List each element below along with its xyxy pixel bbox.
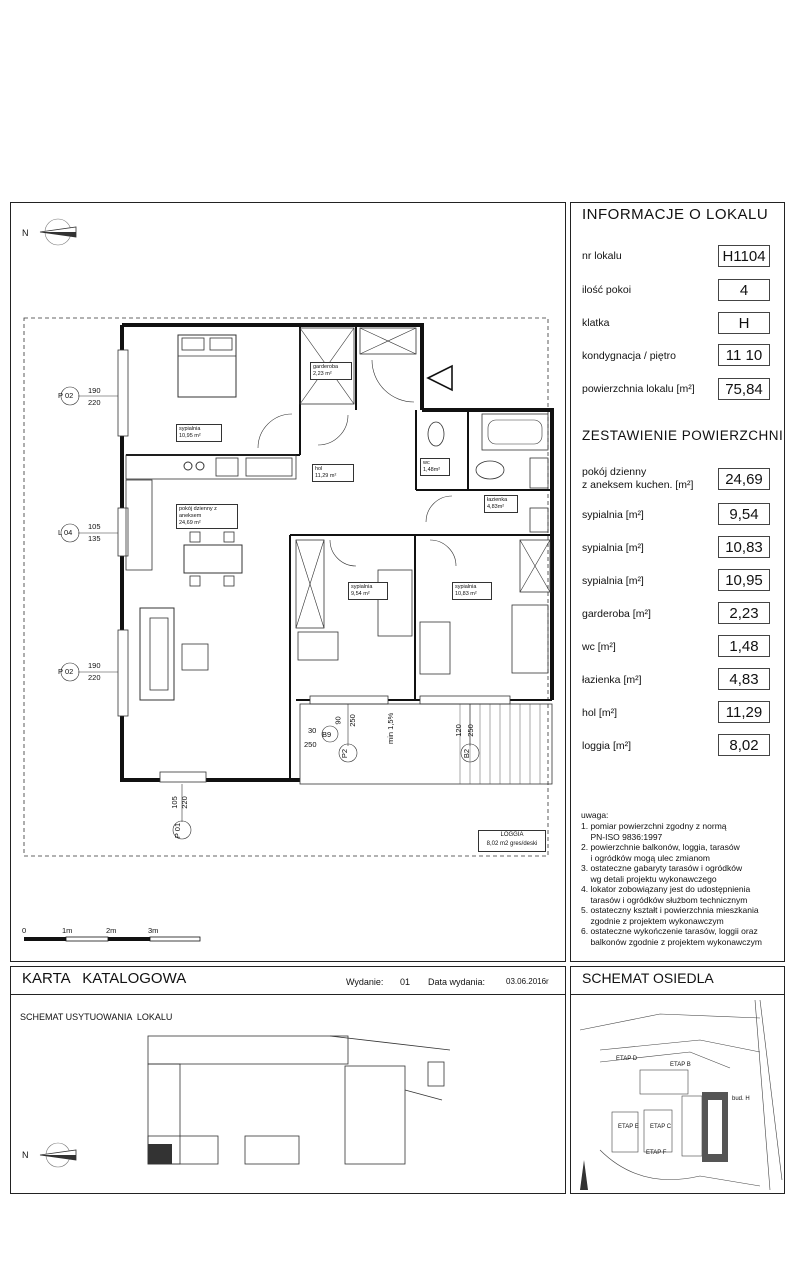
info-value-nr: H1104 — [718, 245, 770, 267]
room-area: 2,23 m² — [313, 371, 332, 377]
edition-value: 01 — [400, 977, 411, 987]
note-line: 5. ostateczny kształt i powierzchnia mieszkania — [581, 905, 759, 915]
window-tag: P 01 — [173, 822, 183, 839]
window-tag: B2 — [462, 748, 472, 759]
edition-label: Wydanie: — [346, 977, 384, 987]
window-dim: 105 — [169, 796, 179, 809]
slope-label: min 1,5% — [386, 712, 395, 744]
window-tag: L 04 — [58, 528, 73, 537]
window-dim: 190 — [88, 386, 101, 395]
window-tag: B9 — [322, 730, 332, 739]
window-dim: 220 — [88, 398, 101, 407]
room-area: 10,83 m² — [455, 591, 477, 597]
room-label — [348, 582, 388, 600]
info-value-area: 75,84 — [718, 378, 770, 400]
area-value-wc: 1,48 — [718, 635, 770, 657]
loggia-area: 8,02 m2 gres/deski — [486, 841, 538, 847]
room-name: sypialnia — [179, 426, 201, 432]
sofa-icon — [140, 608, 174, 700]
walls — [122, 325, 552, 780]
room-label — [484, 495, 518, 513]
area-label-bath: łazienka [m²] — [582, 674, 642, 686]
north-arrow-icon — [580, 1160, 588, 1190]
note-line: balkonów zgodnie z projektem wykonawczym — [581, 936, 762, 947]
scale-label: 1m — [62, 926, 73, 935]
info-value-stair: H — [718, 312, 770, 334]
room-name: garderoba — [313, 364, 339, 370]
window-tag: P 02 — [58, 667, 74, 676]
notes-title: uwaga: — [581, 810, 609, 820]
dim-250: 250 — [304, 740, 317, 749]
estate-label: ETAP B — [670, 1062, 691, 1068]
room-name: łazienka — [487, 497, 508, 503]
area-label-bed1: sypialnia [m²] — [582, 509, 644, 521]
note-line: 2. powierzchnie balkonów, loggia, tarasów — [581, 842, 740, 852]
site-schema — [148, 1036, 450, 1164]
window-dim: 135 — [88, 534, 101, 543]
room-area: 1,48m² — [423, 467, 441, 473]
info-value-rooms: 4 — [718, 279, 770, 301]
estate-label: ETAP D — [616, 1056, 638, 1062]
usage-title: SCHEMAT USYTUOWANIA LOKALU — [20, 1012, 173, 1022]
window-dim: 90 — [333, 716, 343, 725]
info-title: INFORMACJE O LOKALU — [582, 206, 769, 223]
area-value-bed1: 9,54 — [718, 503, 770, 525]
areas-title: ZESTAWIENIE POWIERZCHNI — [582, 428, 784, 443]
window-tag: P2 — [340, 748, 350, 759]
info-value-floor: 11 10 — [718, 344, 770, 366]
room-area: 4,83m² — [487, 504, 505, 510]
window-dim: 120 — [453, 724, 463, 737]
area-value-loggia: 8,02 — [718, 734, 770, 756]
room-area: 24,69 m² — [179, 520, 201, 526]
apartment-location-marker — [148, 1144, 172, 1164]
info-label-area: powierzchnia lokalu [m²] — [582, 383, 695, 395]
area-label-bed3: sypialnia [m²] — [582, 575, 644, 587]
note-line: PN-ISO 9836:1997 — [581, 831, 663, 842]
room-label — [452, 582, 492, 600]
window-dim: 220 — [179, 796, 189, 809]
loggia-label — [478, 830, 546, 852]
area-label-living: pokój dzienny z aneksem kuchen. [m²] — [582, 466, 694, 491]
info-label-stair: klatka — [582, 317, 610, 329]
room-label — [176, 504, 238, 529]
window-dim: 190 — [88, 661, 101, 670]
window-dim: 250 — [347, 714, 357, 727]
room-label — [310, 362, 352, 380]
estate-title: SCHEMAT OSIEDLA — [582, 970, 714, 986]
room-area: 9,54 m² — [351, 591, 370, 597]
estate-label: ETAP E — [618, 1124, 639, 1130]
scale-label: 0 — [22, 926, 27, 935]
area-value-bed3: 10,95 — [718, 569, 770, 591]
room-name: wc — [423, 460, 430, 466]
window-dim: 105 — [88, 522, 101, 531]
room-name: sypialnia — [351, 584, 373, 590]
area-label-wc: wc [m²] — [582, 641, 616, 653]
bed-icon — [178, 335, 236, 397]
date-value: 03.06.2016r — [506, 977, 549, 986]
room-label — [420, 458, 450, 476]
estate-schema — [580, 1000, 782, 1190]
north-arrow-icon — [40, 1143, 76, 1167]
info-label-rooms: ilość pokoi — [582, 284, 632, 296]
estate-label: ETAP F — [646, 1150, 667, 1156]
catalog-title: KARTA KATALOGOWA — [22, 970, 187, 987]
scale-label: 2m — [106, 926, 117, 935]
room-label — [312, 464, 354, 482]
room-name: sypialnia — [455, 584, 477, 590]
area-label-loggia: loggia [m²] — [582, 740, 632, 752]
note-line: 3. ostateczne gabaryty tarasów i ogródków — [581, 863, 743, 873]
note-line: i ogródków mogą ulec zmianom — [581, 852, 710, 863]
entrance-icon — [428, 366, 452, 390]
scale-bar — [24, 937, 200, 941]
info-label-nr: nr lokalu — [582, 250, 622, 262]
note-line: 4. lokator zobowiązany jest do udostępnienia — [581, 884, 751, 894]
room-name: pokój dzienny z aneksem — [179, 506, 217, 519]
area-value-hall: 11,29 — [718, 701, 770, 723]
note-line: wg detali projektu wykonawczego — [581, 873, 717, 884]
note-line: tarasów i ogródków służbom technicznym — [581, 894, 748, 905]
room-area: 10,95 m² — [179, 433, 201, 439]
info-label-floor: kondygnacja / piętro — [582, 350, 676, 362]
room-label — [176, 424, 222, 442]
room-area: 11,29 m² — [315, 473, 337, 479]
room-name: hol — [315, 466, 323, 472]
area-label-hall: hol [m²] — [582, 707, 618, 719]
estate-label: bud. H — [732, 1096, 750, 1102]
window-tag: P 02 — [58, 391, 74, 400]
area-label-wardrobe: garderoba [m²] — [582, 608, 651, 620]
window-dim: 250 — [465, 724, 475, 737]
north-label: N — [22, 228, 29, 238]
north-label: N — [22, 1150, 29, 1160]
note-line: zgodnie z projektem wykonawczym — [581, 915, 724, 926]
date-label: Data wydania: — [428, 977, 486, 987]
area-value-wardrobe: 2,23 — [718, 602, 770, 624]
area-label-bed2: sypialnia [m²] — [582, 542, 644, 554]
area-value-bed2: 10,83 — [718, 536, 770, 558]
area-value-living: 24,69 — [718, 468, 770, 490]
estate-label: ETAP C — [650, 1124, 672, 1130]
loggia-name: LOGGIA — [500, 832, 524, 838]
north-arrow-icon — [40, 219, 76, 245]
note-line: 1. pomiar powierzchni zgodny z normą — [581, 821, 727, 831]
scale-label: 3m — [148, 926, 159, 935]
window-dim: 220 — [88, 673, 101, 682]
note-line: 6. ostateczne wykończenie tarasów, loggii oraz — [581, 926, 758, 936]
dim-30: 30 — [308, 726, 317, 735]
area-value-bath: 4,83 — [718, 668, 770, 690]
